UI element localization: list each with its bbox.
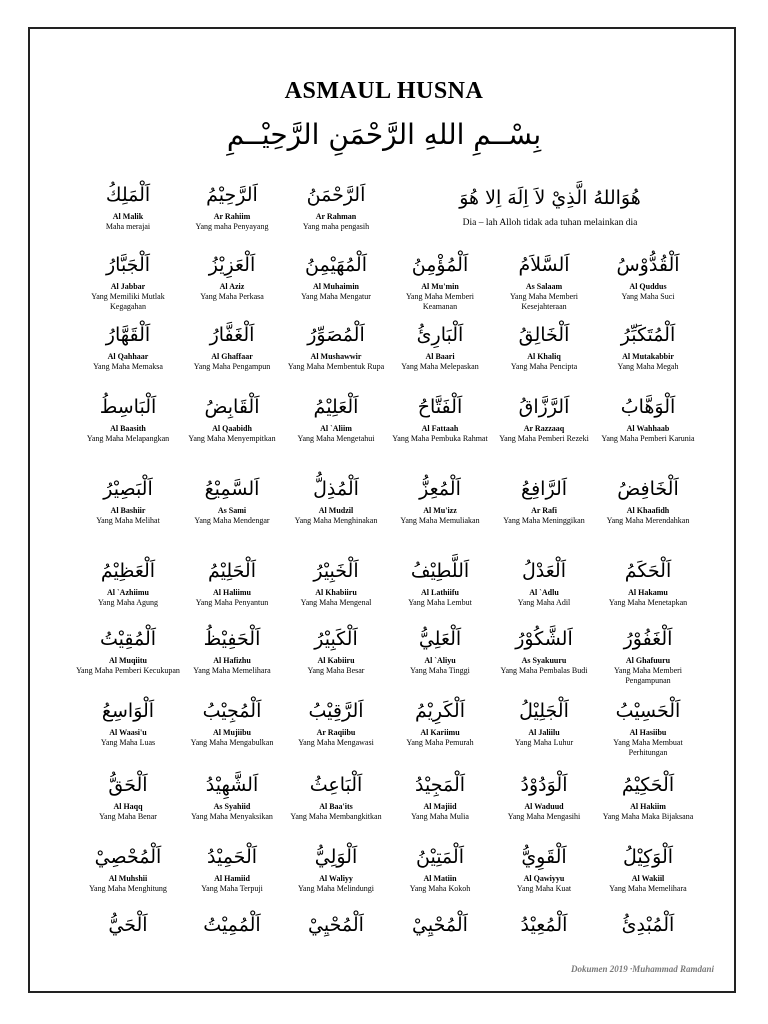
name-latin: Al Muhshii bbox=[108, 874, 148, 883]
name-meaning: Yang Maha Mengenal bbox=[300, 598, 372, 607]
name-meaning: Yang Maha Melapangkan bbox=[86, 434, 170, 443]
name-arabic: اَلْحَكِيْمُ bbox=[621, 774, 675, 796]
name-arabic: اَلْعَظِيْمُ bbox=[100, 560, 156, 582]
name-cell bbox=[76, 910, 180, 942]
name-arabic: اَلْمُعِزُّ bbox=[419, 478, 461, 500]
name-cell bbox=[596, 556, 700, 608]
name-arabic: اَلْقَابِضُ bbox=[204, 396, 260, 418]
name-meaning: Yang maha pengasih bbox=[302, 222, 370, 231]
name-latin: Al `Azhiimu bbox=[107, 588, 149, 597]
name-meaning: Yang Maha Pembuka Rahmat bbox=[392, 434, 488, 443]
name-arabic: اَلْمُحْيِيْ bbox=[308, 914, 364, 936]
name-latin: Al Haqq bbox=[113, 802, 143, 811]
name-meaning: Yang Maha Membangkitkan bbox=[290, 812, 382, 821]
name-meaning: Yang Maha Benar bbox=[99, 812, 157, 821]
name-meaning: Yang Maha Mengawasi bbox=[298, 738, 374, 747]
name-cell bbox=[180, 474, 284, 526]
name-meaning: Yang Maha Mengatur bbox=[301, 292, 371, 301]
name-latin: Al Malik bbox=[112, 212, 144, 221]
name-meaning: Yang Maha Menghinakan bbox=[294, 516, 378, 525]
name-arabic: اَلْمُبْدِئُ bbox=[621, 914, 675, 936]
name-meaning: Yang Maha Pemurah bbox=[406, 738, 474, 747]
name-arabic: اَلْقُدُّوْسُ bbox=[616, 254, 680, 276]
name-latin: Al Wahhaab bbox=[626, 424, 670, 433]
name-arabic: اَلْمُقِيْتُ bbox=[99, 628, 157, 650]
name-latin: Al Muhaimin bbox=[312, 282, 359, 291]
name-meaning: Yang Maha Membentuk Rupa bbox=[287, 362, 385, 371]
name-latin: Ar Rahiim bbox=[213, 212, 251, 221]
name-arabic: اَلْحَكَمُ bbox=[624, 560, 672, 582]
name-cell bbox=[284, 474, 388, 526]
name-cell bbox=[492, 320, 596, 372]
name-cell bbox=[492, 474, 596, 526]
name-arabic: اَلْعَلِيْمُ bbox=[313, 396, 359, 418]
name-cell bbox=[388, 696, 492, 748]
name-meaning: Yang Maha Besar bbox=[307, 666, 365, 675]
name-cell bbox=[76, 842, 180, 894]
name-arabic: اَلشَّهِيْدُ bbox=[205, 774, 259, 796]
name-cell bbox=[180, 392, 284, 444]
intro-translation: Dia – lah Alloh tidak ada tuhan melainkan dia bbox=[462, 218, 638, 228]
name-meaning: Yang Maha Memelihara bbox=[193, 666, 271, 675]
name-meaning: Yang Maha Mendengar bbox=[194, 516, 270, 525]
name-cell bbox=[388, 910, 492, 942]
name-arabic: اَلْبَاسِطُ bbox=[99, 396, 157, 418]
name-meaning: Yang Maha Memberi Kesejahteraan bbox=[509, 292, 579, 311]
name-arabic: اَلْمُصَوِّرُ bbox=[307, 324, 365, 346]
name-arabic: اَلْمُهَيْمِنُ bbox=[305, 254, 367, 276]
name-arabic: اَلْحَمِيْدُ bbox=[206, 846, 258, 868]
name-cell bbox=[284, 842, 388, 894]
name-latin: Al Mutakabbir bbox=[622, 352, 674, 361]
name-cell bbox=[76, 250, 180, 312]
name-cell bbox=[284, 556, 388, 608]
name-arabic: اَلْحَلِيْمُ bbox=[207, 560, 256, 582]
name-arabic: اَلرَّزَّاقُ bbox=[518, 396, 570, 418]
name-latin: Al `Aliim bbox=[320, 424, 352, 433]
name-latin: Ar Razzaaq bbox=[523, 424, 565, 433]
name-latin: Al Kariimu bbox=[420, 728, 460, 737]
name-latin: Al Baasith bbox=[110, 424, 146, 433]
intro-block bbox=[440, 182, 660, 228]
name-cell bbox=[388, 474, 492, 526]
name-latin: Al Ghafuuru bbox=[625, 656, 671, 665]
name-meaning: Yang Maha Memberi Pengampunan bbox=[613, 666, 683, 685]
name-cell bbox=[180, 180, 284, 232]
name-arabic: اَلْمُعِيْدُ bbox=[520, 914, 568, 936]
name-cell bbox=[388, 842, 492, 894]
name-arabic: اَلْمُؤْمِنُ bbox=[411, 254, 469, 276]
name-cell bbox=[492, 556, 596, 608]
name-latin: Al Muqiitu bbox=[108, 656, 147, 665]
name-meaning: Yang Maha Pemberi Kecukupan bbox=[76, 666, 180, 675]
name-latin: Al Khaafidh bbox=[626, 506, 670, 515]
name-arabic: اَلشَّكُوْرُ bbox=[515, 628, 573, 650]
name-cell bbox=[180, 556, 284, 608]
name-meaning: Yang maha Penyayang bbox=[195, 222, 269, 231]
name-latin: As Syahiid bbox=[213, 802, 251, 811]
name-latin: Al Hasiibu bbox=[629, 728, 667, 737]
name-latin: Ar Rahman bbox=[315, 212, 357, 221]
name-arabic: اَلرَّافِعُ bbox=[520, 478, 568, 500]
name-cell bbox=[596, 320, 700, 372]
name-latin: Al Hamiid bbox=[214, 874, 250, 883]
name-latin: Al Kabiiru bbox=[317, 656, 355, 665]
name-meaning: Yang Maha Memelihara bbox=[609, 884, 687, 893]
name-latin: Al Qawiyyu bbox=[523, 874, 565, 883]
name-latin: Al Baari bbox=[425, 352, 455, 361]
name-cell bbox=[180, 624, 284, 676]
name-meaning: Yang Maha Agung bbox=[97, 598, 159, 607]
name-cell bbox=[180, 842, 284, 894]
name-cell bbox=[492, 250, 596, 312]
name-arabic: اَلْجَلِيْلُ bbox=[519, 700, 569, 722]
name-arabic: اَلْبَصِيْرُ bbox=[103, 478, 153, 500]
name-meaning: Yang Maha Tinggi bbox=[410, 666, 470, 675]
name-meaning: Yang Maha Melepaskan bbox=[401, 362, 479, 371]
name-cell bbox=[388, 624, 492, 676]
name-cell bbox=[492, 392, 596, 444]
name-cell bbox=[180, 910, 284, 942]
name-cell bbox=[284, 910, 388, 942]
name-cell bbox=[284, 770, 388, 822]
name-cell bbox=[388, 556, 492, 608]
name-cell bbox=[284, 696, 388, 748]
name-arabic: اَلْبَاعِثُ bbox=[309, 774, 363, 796]
name-arabic: اَللَّطِيْفُ bbox=[410, 560, 470, 582]
name-cell bbox=[76, 624, 180, 676]
name-latin: Al Waasi'u bbox=[109, 728, 147, 737]
name-cell bbox=[596, 392, 700, 444]
name-arabic: اَلْحَسِيْبُ bbox=[615, 700, 681, 722]
name-meaning: Yang Maha Luhur bbox=[514, 738, 574, 747]
name-arabic: اَلْحَيُّ bbox=[108, 914, 148, 936]
name-meaning: Yang Maha Pembalas Budi bbox=[500, 666, 588, 675]
name-arabic: اَلْحَقُّ bbox=[108, 774, 148, 796]
name-arabic: اَلْكَبِيْرُ bbox=[314, 628, 358, 650]
name-cell bbox=[492, 842, 596, 894]
name-arabic: اَلسَّمِيْعُ bbox=[204, 478, 260, 500]
name-meaning: Yang Maha Pemberi Rezeki bbox=[499, 434, 589, 443]
name-arabic: اَلْوَلِيُّ bbox=[314, 846, 358, 868]
name-cell bbox=[388, 250, 492, 312]
name-latin: Al Fattaah bbox=[421, 424, 459, 433]
name-cell bbox=[180, 320, 284, 372]
page-title: ASMAUL HUSNA bbox=[284, 78, 484, 104]
name-cell bbox=[284, 320, 388, 372]
name-arabic: اَلْوَهَّابُ bbox=[620, 396, 676, 418]
name-arabic: اَلْعَدْلُ bbox=[521, 560, 566, 582]
name-cell bbox=[76, 392, 180, 444]
name-cell bbox=[492, 696, 596, 748]
name-arabic: اَلرَّقِيْبُ bbox=[308, 700, 364, 722]
name-arabic: اَلرَّحْمَنُ bbox=[306, 184, 366, 206]
intro-arabic: هُوَاللهُ الَّذِيْ لاَ اِلَهَ اِلا هُوَ bbox=[459, 187, 641, 209]
name-meaning: Yang Maha Mengabulkan bbox=[190, 738, 274, 747]
name-cell bbox=[180, 696, 284, 748]
name-meaning: Yang Maha Luas bbox=[100, 738, 156, 747]
name-arabic: اَلْفَتَّاحُ bbox=[417, 396, 463, 418]
name-arabic: اَلْخَالِقُ bbox=[518, 324, 570, 346]
name-cell bbox=[596, 474, 700, 526]
name-arabic: اَلْمُتَكَبِّرُ bbox=[620, 324, 676, 346]
name-meaning: Yang Maha Pengampun bbox=[193, 362, 271, 371]
name-latin: Al Bashiir bbox=[110, 506, 146, 515]
name-arabic: اَلْوَكِيْلُ bbox=[622, 846, 674, 868]
name-latin: Al Khaliq bbox=[527, 352, 561, 361]
name-latin: Al Matiin bbox=[423, 874, 457, 883]
name-cell bbox=[76, 474, 180, 526]
name-meaning: Maha merajai bbox=[105, 222, 151, 231]
name-meaning: Yang Maha Penyantun bbox=[195, 598, 269, 607]
name-arabic: اَلْمُحْصِيْ bbox=[94, 846, 162, 868]
name-meaning: Yang Maha Menetapkan bbox=[608, 598, 688, 607]
name-meaning: Yang Maha Terpuji bbox=[201, 884, 263, 893]
name-latin: Al Wakiil bbox=[631, 874, 665, 883]
name-meaning: Yang Maha Menyaksikan bbox=[191, 812, 273, 821]
name-latin: As Salaam bbox=[525, 282, 563, 291]
name-latin: Al Ghaffaar bbox=[211, 352, 253, 361]
name-latin: Al Haliimu bbox=[212, 588, 251, 597]
name-latin: Al Qahhaar bbox=[107, 352, 149, 361]
name-meaning: Yang Maha Memberi Keamanan bbox=[405, 292, 475, 311]
name-cell bbox=[76, 320, 180, 372]
name-arabic: اَلْوَاسِعُ bbox=[101, 700, 155, 722]
name-meaning: Yang Maha Mengetahui bbox=[297, 434, 375, 443]
name-meaning: Yang Maha Maka Bijaksana bbox=[602, 812, 694, 821]
name-cell bbox=[388, 392, 492, 444]
name-cell bbox=[388, 770, 492, 822]
name-cell bbox=[596, 696, 700, 758]
name-cell bbox=[180, 250, 284, 302]
name-latin: Al Hakamu bbox=[628, 588, 668, 597]
name-cell bbox=[596, 250, 700, 302]
name-arabic: اَلْعَزِيْزُ bbox=[208, 254, 256, 276]
name-latin: Al Jabbar bbox=[110, 282, 146, 291]
name-latin: Al Majiid bbox=[423, 802, 457, 811]
name-arabic: اَلْقَهَّارُ bbox=[105, 324, 151, 346]
name-meaning: Yang Maha Meninggikan bbox=[503, 516, 585, 525]
name-cell bbox=[284, 180, 388, 232]
name-latin: Al Hakiim bbox=[630, 802, 666, 811]
name-arabic: اَلْعَلِيُّ bbox=[418, 628, 462, 650]
name-cell bbox=[388, 320, 492, 372]
name-cell bbox=[76, 180, 180, 232]
name-meaning: Yang Maha Kuat bbox=[516, 884, 572, 893]
name-latin: Al Hafizhu bbox=[213, 656, 251, 665]
name-arabic: اَلْخَافِضُ bbox=[617, 478, 679, 500]
name-meaning: Yang Maha Menyempitkan bbox=[188, 434, 276, 443]
name-latin: Al Jaliilu bbox=[528, 728, 560, 737]
name-meaning: Yang Maha Membuat Perhitungan bbox=[613, 738, 683, 757]
name-meaning: Yang Maha Melindungi bbox=[297, 884, 375, 893]
name-meaning: Yang Memiliki Mutlak Kegagahan bbox=[91, 292, 165, 311]
name-arabic: اَلرَّحِيْمُ bbox=[206, 184, 258, 206]
name-latin: As Sami bbox=[217, 506, 247, 515]
name-latin: Al Mu'izz bbox=[423, 506, 457, 515]
name-latin: Al Baa'its bbox=[319, 802, 353, 811]
name-arabic: اَلسَّلاَمُ bbox=[518, 254, 570, 276]
name-meaning: Yang Maha Memaksa bbox=[93, 362, 163, 371]
name-latin: Al Aziz bbox=[219, 282, 245, 291]
name-meaning: Yang Maha Pemberi Karunia bbox=[601, 434, 695, 443]
name-meaning: Yang Maha Suci bbox=[621, 292, 675, 301]
name-cell bbox=[284, 392, 388, 444]
name-meaning: Yang Maha Mengasihi bbox=[507, 812, 581, 821]
name-meaning: Yang Maha Menghitung bbox=[89, 884, 167, 893]
name-arabic: اَلْمَتِيْنُ bbox=[416, 846, 464, 868]
name-cell bbox=[492, 910, 596, 942]
name-meaning: Yang Maha Melihat bbox=[96, 516, 160, 525]
name-arabic: اَلْمُحْيِيْ bbox=[412, 914, 468, 936]
name-cell bbox=[596, 770, 700, 822]
name-arabic: اَلْمَجِيْدُ bbox=[414, 774, 466, 796]
name-cell bbox=[284, 624, 388, 676]
name-latin: Al Mushawwir bbox=[310, 352, 362, 361]
name-latin: As Syakuuru bbox=[521, 656, 567, 665]
name-cell bbox=[492, 624, 596, 676]
name-meaning: Yang Maha Perkasa bbox=[200, 292, 264, 301]
name-meaning: Yang Maha Pencipta bbox=[510, 362, 578, 371]
name-arabic: اَلْمُذِلُّ bbox=[313, 478, 359, 500]
name-latin: Al `Adlu bbox=[529, 588, 559, 597]
name-arabic: اَلْمُمِيْتُ bbox=[203, 914, 261, 936]
name-arabic: اَلْوَدُوْدُ bbox=[520, 774, 568, 796]
name-latin: Ar Rafi bbox=[531, 506, 557, 515]
name-arabic: اَلْغَفَّارُ bbox=[209, 324, 255, 346]
name-cell bbox=[596, 624, 700, 686]
name-arabic: اَلْكَرِيْمُ bbox=[415, 700, 465, 722]
name-arabic: اَلْغَفُوْرُ bbox=[623, 628, 673, 650]
name-cell bbox=[76, 696, 180, 748]
name-cell bbox=[76, 770, 180, 822]
name-meaning: Yang Maha Adil bbox=[517, 598, 571, 607]
name-latin: Al Waliyy bbox=[319, 874, 353, 883]
name-meaning: Yang Maha Lembut bbox=[408, 598, 472, 607]
name-latin: Ar Raqiibu bbox=[316, 728, 356, 737]
name-latin: Al Quddus bbox=[629, 282, 667, 291]
footer-credit: Dokumen 2019 ·Muhammad Ramdani bbox=[570, 964, 714, 974]
name-latin: Al Qaabidh bbox=[212, 424, 252, 433]
name-latin: Al Mu'min bbox=[421, 282, 459, 291]
name-latin: Al `Aliyu bbox=[424, 656, 456, 665]
name-arabic: اَلْبَارِئُ bbox=[416, 324, 464, 346]
name-cell bbox=[596, 842, 700, 894]
name-cell bbox=[76, 556, 180, 608]
name-latin: Al Khabiiru bbox=[315, 588, 357, 597]
name-latin: Al Waduud bbox=[524, 802, 564, 811]
name-meaning: Yang Maha Kokoh bbox=[409, 884, 471, 893]
name-cell bbox=[492, 770, 596, 822]
name-cell bbox=[180, 770, 284, 822]
name-arabic: اَلْمَلِكُ bbox=[105, 184, 151, 206]
name-meaning: Yang Maha Merendahkan bbox=[606, 516, 690, 525]
name-latin: Al Mujiibu bbox=[212, 728, 251, 737]
name-latin: Al Mudzil bbox=[318, 506, 354, 515]
name-cell bbox=[284, 250, 388, 302]
name-arabic: اَلْخَبِيْرُ bbox=[313, 560, 359, 582]
name-meaning: Yang Maha Mulia bbox=[411, 812, 469, 821]
name-meaning: Yang Maha Memuliakan bbox=[400, 516, 480, 525]
basmalah: بِسْــمِ اللهِ الرَّحْمَنِ الرَّحِيْــمِ bbox=[226, 118, 542, 151]
name-arabic: اَلْحَفِيْظُ bbox=[203, 628, 261, 650]
name-arabic: اَلْجَبَّارُ bbox=[105, 254, 151, 276]
name-arabic: اَلْقَوِيُّ bbox=[521, 846, 567, 868]
name-arabic: اَلْمُجِيْبُ bbox=[202, 700, 262, 722]
name-meaning: Yang Maha Megah bbox=[617, 362, 679, 371]
name-cell bbox=[596, 910, 700, 942]
name-latin: Al Lathiifu bbox=[420, 588, 459, 597]
